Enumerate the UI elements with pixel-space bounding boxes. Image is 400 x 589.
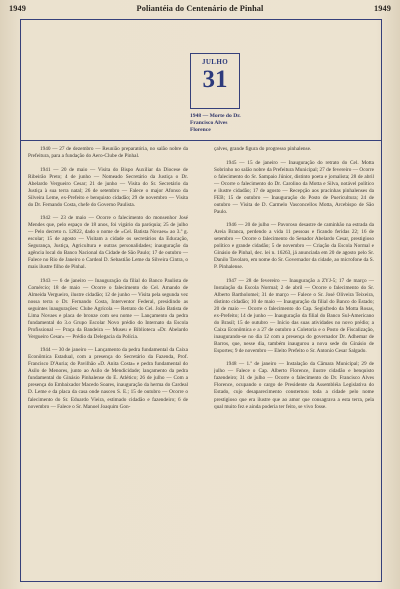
paragraph: 1946 — 20 de julho — Pavoroso desastre de caminhão na estrada da Areia Branca, perdendo a vida 11 pessoas e ficando feridas 22; 16 de setembro — Ocorre o falecimento do Senador Abelardo Cesar, prestigioso político e grande cidadão; 5 de novembro — Criação da Escola Normal e Ginásio de Pinhal, dec. lei n. 16263, já anunciada em 20 de agosto pelo Sr. Danilo Tavolaro, em nome do Sr. Governador da cidade, ao microfone da S. P. Pinhalense. xyxy=(214,222,374,271)
paragraph: 1947 — 28 de fevereiro — Inauguração a ZYJ-5; 17 de março — Instalação da Escola Normal; 2 de abril — Ocorre o falecimento do Sr. Alberto Bartholomei; 31 de março — Falece o Sr. José Oliveira Teixeira, distinto cidadão; 10 de maio — Inauguração da filial do Banco do Estado; 20 de maio — Ocorre o falecimento do Cap. Segisfredo da Motta Rosas, ex-Prefeito; 14 de junho — Inauguração da filial do Banco Sul-Americano do Brasil; 15 de outubro — Início das suas atividades no novo prédio; a Caixa Econômica e a 27 de outubro a Coletoria e o Posto de Fiscalização, inaugurando-se no dia 12 com a presença do governador Dr. Adhemar de Barros, que, nesse dia, também inaugurou a nova sede do Ginásio de Esportes; 9 de novembro — Eleito Prefeito o Sr. Antonio Cesar Salgado. xyxy=(214,277,374,354)
calendar-caption: 1948 — Morte do Dr. Francisco Alves Florence xyxy=(190,113,241,133)
paragraph: 1940 — 27 de dezembro — Reunião preparatória, no salão nobre da Prefeitura, para a fundação do Aero-Clube de Pinhal. xyxy=(28,146,188,160)
calendar-box xyxy=(190,53,240,109)
paragraph: 1942 — 23 de maio — Ocorre o falecimento do monsenhor José Mendes que, pelo espaço de 18 anos, foi vigário da paróquia; 25 de julho — Pelo decreto n. 12822, dado o nome de «Cel. Batista Novaes» ao 3.º g. escolar; 15 de agosto — Visitam a cidade os secretários da Educação, Segurança, Justiça, Agricultura e outras personalidades; inauguração da agência local do Banco Nacional da Cidade de São Paulo; 17 de outubro — Falece no Rio de Janeiro o Cardeal D. Sebastião Leme da Silveira Cintra, o mais ilustre filho de Pinhal. xyxy=(28,215,188,271)
divider-line xyxy=(20,140,382,141)
paragraph: çalves, grande figura do progresso pinhalense. xyxy=(214,146,312,152)
header-year-right: 1949 xyxy=(374,4,391,13)
paragraph: 1941 — 20 de maio — Visita do Bispo Auxiliar da Diocese de Ribeirão Preto; 4 de junho — Nomeado Secretário da Justiça o Dr. Abelardo Vergueiro Cesar; 21 de junho — Visita do Sr. Secretário da Justiça à sua terra natal; 26 de setembro — Falece o major Afonso da Silveira Leme, ex-Prefeito e benquisto cidadão; 29 de novembro — Visita do Dr. Fernando Costa, chefe do Governo Paulista. xyxy=(28,166,188,208)
calendar-month: JULHO xyxy=(201,58,229,66)
paragraph: 1948 — 1.º de janeiro — Instalação da Câmara Municipal; 29 de julho — Falece o Cap. Alberto Florence, ilustre cidadão e benquisto fazendeiro; 31 de julho — Ocorre o falecimento do Dr. Francisco Alves Florence, ocupando o cargo de Presidente da Assembléia Legislativa do Estado, cujo desaparecimento consternou toda a cidade pelo nome prestigioso que era ilustre que ao amor que consagrava a esta terra, pela qual muito fez e ainda poderia ter feito, se vivo fosse. xyxy=(214,361,374,410)
page-header xyxy=(9,4,391,16)
paragraph: 1945 — 15 de janeiro — Inauguração do retrato do Cel. Motta Sobrinho no salão nobre da Prefeitura Municipal; 27 de fevereiro — Ocorre o falecimento do Sr. Sampaio Júnior, distinto poeta e jornalista; 28 de abril — Ocorre o falecimento do Dr. Carolino da Motta e Silva, notável político e ilustre cidadão; 17 de agosto — Recepção aos pracinhas pinhalenses da FEB; 15 de outubro — Inauguração do Posto de Puericultura; 24 de outubro — Visita de D. Carmelo Vasconcellos Motta, Arcebispo de São Paulo. xyxy=(214,159,374,215)
left-column xyxy=(28,146,188,577)
right-column xyxy=(214,146,374,577)
header-year-left: 1949 xyxy=(9,4,26,13)
paragraph: 1943 — 6 de janeiro — Inauguração da filial do Banco Paulista de Comércio; 18 de maio — Ocorre o falecimento do Cel. Amando de Almeida Vergueiro, ilustre cidadão; 12 de junho — Visita pela segunda vez nossa terra o Dr. Fernando Costa, Interventor Federal, presidindo as seguintes inaugurações: Clube Agrícola — Retrato do Cel. João Batista de Lima Novaes e placa de bronze com seu nome — Lançamento da pedra fundamental do 3.o Grupo Escolar Novo prédio do Internato da Escola Profissional — Praça da Bandeira — Museu e Biblioteca «Dr. Abelardo Vergueiro Cesar» — Prédio da Delegacia da Polícia. xyxy=(28,277,188,340)
header-title: Poliantéia do Centenário de Pinhal xyxy=(136,4,264,13)
paragraph: 1944 — 30 de janeiro — Lançamento da pedra fundamental da Caixa Econômica Estadual, com a presença do Secretário da Fazenda, Prof. Francisco D'Auria; do Pavilhão «D. Anita Costa» e pedra fundamental do Asilo de Menores, junto ao Asilo de Mendicidade; lançamento da pedra fundamental do Ginásio Pinhalense do E. Atlético; 26 de julho — Com a presença do Embaixador Macedo Soares, inauguração da herma do Cardeal D. Leme e da placa da casa onde nasceu S. E.; 15 de outubro — Ocorre o falecimento do Sr. Eduardo Vieira, estimado cidadão e fazendeiro; 6 de novembro — Falece o Sr. Manoel Joaquim Gon- xyxy=(28,347,188,410)
calendar-day: 31 xyxy=(202,66,228,93)
